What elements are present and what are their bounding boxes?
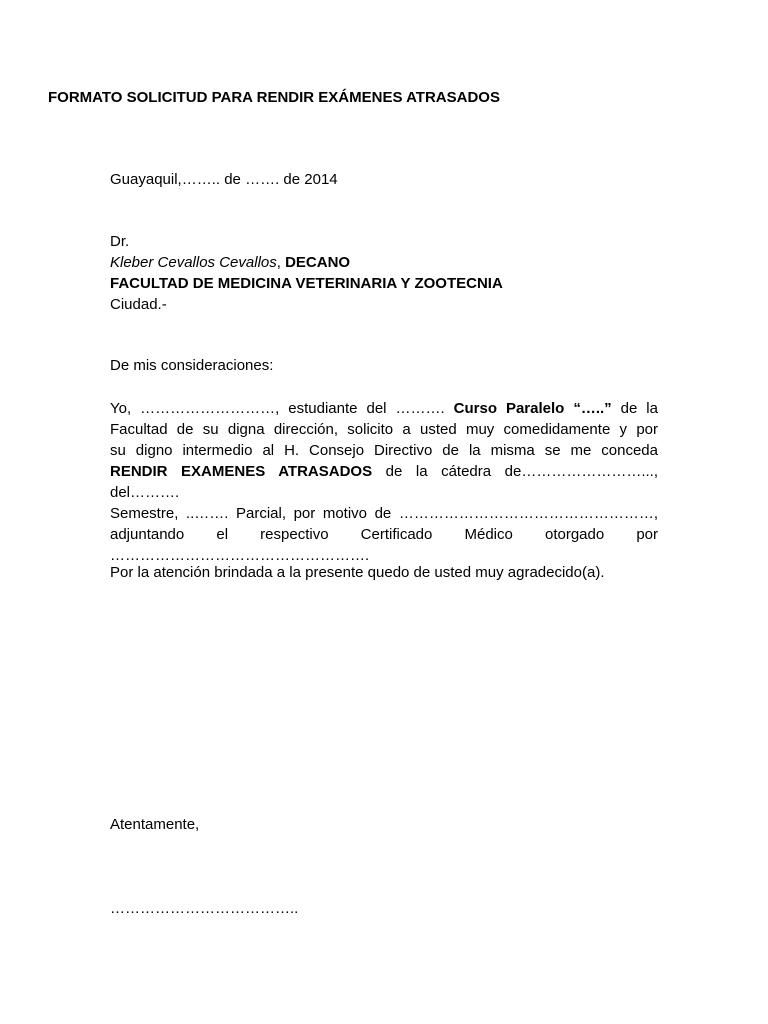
addressee-role: DECANO [285,254,351,271]
greeting: De mis consideraciones: [110,357,274,374]
paragraph-text: de la [611,400,658,417]
closing: Atentamente, [110,816,200,833]
paragraph-line: Facultad de su digna dirección, solicito a usted muy comedidamente y por [110,421,658,438]
paragraph-line [110,461,658,503]
document-title: FORMATO SOLICITUD PARA RENDIR EXÁMENES ATRASADOS [48,89,500,106]
addressee-city: Ciudad.- [110,296,167,313]
addressee-separator: , [276,254,286,271]
addressee-name: Kleber Cevallos Cevallos [110,254,277,271]
addressee-title: Dr. [110,233,130,250]
request-paragraph [110,398,658,566]
paragraph-line: su digno intermedio al H. Consejo Directivo de la misma se me conceda [110,442,658,459]
paragraph-text: de la cátedra de……………………..., del………. [110,463,659,501]
date-line: Guayaquil,…….. de ……. de 2014 [110,171,338,188]
paragraph-line: Semestre, ..……. Parcial, por motivo de ……………………………………………, [110,505,658,522]
addressee-faculty: FACULTAD DE MEDICINA VETERINARIA Y ZOOTECNIA [110,275,503,292]
paragraph-text: Yo, ………………………, estudiante del ………. [110,400,454,417]
course-field: Curso Paralelo “…..” [453,400,612,417]
request-type: RENDIR EXAMENES ATRASADOS [110,463,373,480]
thanks-line: Por la atención brindada a la presente quedo de usted muy agradecido(a). [110,564,605,581]
paragraph-line: adjuntando el respectivo Certificado Médico otorgado por [110,526,658,543]
addressee-name-line [110,253,350,273]
signature-line: ……………………………….. [110,900,299,917]
paragraph-line: ……………………………………………. [110,547,370,564]
paragraph-line [110,398,658,419]
